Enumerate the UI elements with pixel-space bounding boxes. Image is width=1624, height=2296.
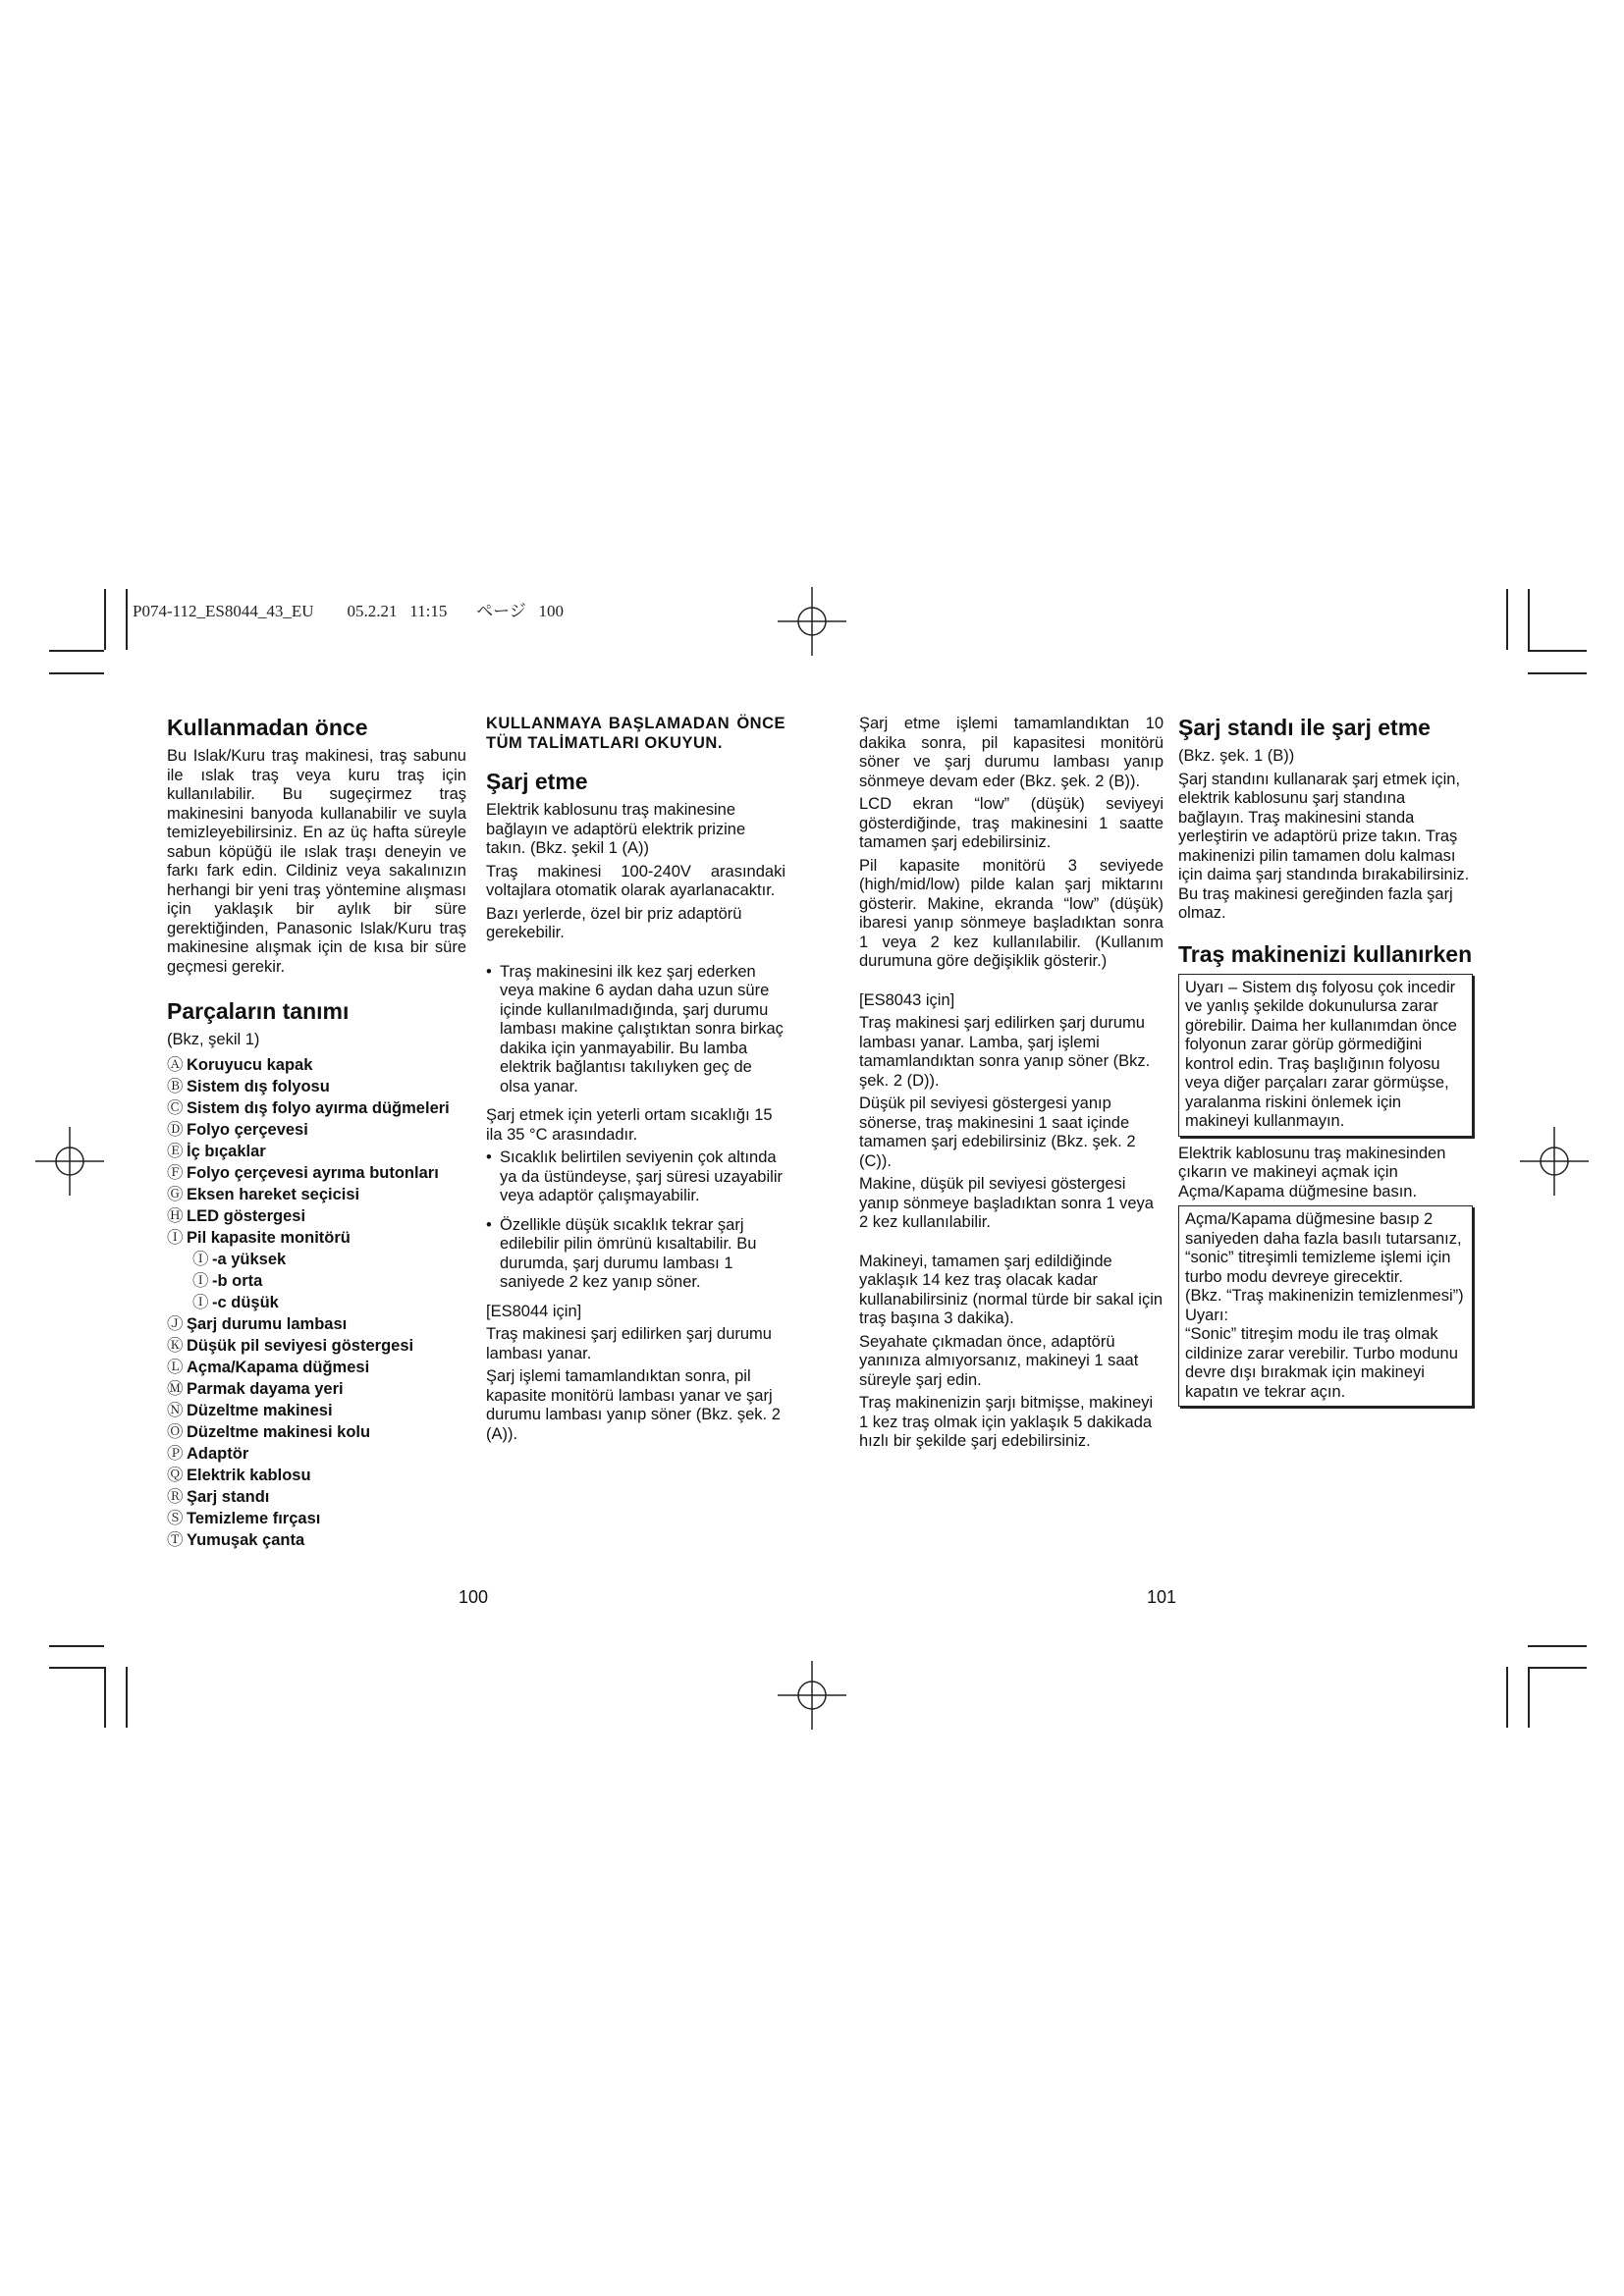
warning-box (1178, 974, 1473, 1137)
paragraph: (Bkz. “Traş makinenizin temizlenmesi”) (1185, 1287, 1464, 1305)
paragraph: Makine, düşük pil seviyesi göstergesi yanıp sönmeye başladıktan sonra 1 veya 2 kez kullanılabilir. (859, 1175, 1154, 1231)
paragraph: Makineyi, tamamen şarj edildiğinde yaklaşık 14 kez traş olacak kadar kullanabilirsiniz (normal türde bir sakal için traş başına 3 dakika). (859, 1252, 1164, 1327)
crop-mark (49, 1645, 104, 1647)
paragraph: Elektrik kablosunu traş makinesine bağlayın ve adaptörü elektrik prizine takın. (Bkz. şekil 1 (A)) (486, 801, 746, 857)
page-number: 100 (459, 1587, 489, 1607)
column-3 (859, 715, 1164, 1456)
list-item: • Sıcaklık belirtilen seviyenin çok altında ya da üstündeyse, şarj süresi uzayabilir veya adaptör çalışmayabilir. (486, 1148, 785, 1206)
list-item: Ⓠ Elektrik kablosu (167, 1466, 311, 1484)
crop-mark (1528, 1667, 1587, 1669)
list-item: Ⓙ Şarj durumu lambası (167, 1314, 348, 1333)
list-item: Ⓟ Adaptör (167, 1444, 249, 1463)
list-item: Ⓣ Yumuşak çanta (167, 1530, 305, 1549)
section-heading: Şarj etme (486, 769, 588, 794)
crop-mark (49, 650, 104, 652)
paragraph: Şarj işlemi tamamlandıktan sonra, pil kapasite monitörü lambası yanar ve şarj durumu lambası yanıp söner (Bkz. şek. 2 (A)). (486, 1367, 781, 1443)
list-item: Ⓢ Temizleme fırçası (167, 1509, 321, 1527)
registration-mark-icon (1520, 1127, 1589, 1196)
list-item: Ⓞ Düzeltme makinesi kolu (167, 1422, 371, 1441)
crop-mark (49, 672, 104, 674)
paragraph: Bu Islak/Kuru traş makinesi, traş sabunu ile ıslak traş veya kuru traş için kullanılabilir. Bu sugeçirmez traş makinesini banyoda kullanabilir ve suyla temizleyebilirsiniz. En az üç hafta süreyle sabun köpüğü ile ıslak traşı deneyin ve farkı fark edin. Cildiniz veya sakalınızın herhangi bir yeni traş yöntemine alışması için yaklaşık bir aylık bir süre gerektiğinden, Panasonic Islak/Kuru traş makinesine alışmak için de kısa bir süre geçmesi gerekir. (167, 747, 466, 976)
paragraph: “Sonic” titreşim modu ile traş olmak cildinize zarar verebilir. Turbo modunu devre dışı bırakmak için makineyi kapatın ve tekrar açın. (1185, 1325, 1458, 1401)
paragraph: Düşük pil seviyesi göstergesi yanıp sönerse, traş makinesini 1 saat içinde tamamen şarj edebilirsiniz (Bkz. şek. 2 (C)). (859, 1095, 1136, 1170)
crop-mark (1528, 672, 1587, 674)
crop-mark (1528, 589, 1530, 650)
section-heading: Traş makinenizi kullanırken (1178, 940, 1473, 967)
page-number: 101 (1147, 1587, 1177, 1607)
list-item: Ⓚ Düşük pil seviyesi göstergesi (167, 1336, 414, 1355)
crop-mark (1506, 589, 1508, 650)
paragraph: Traş makinesi şarj edilirken şarj durumu lambası yanar. (486, 1325, 772, 1362)
print-slug-header: P074-112_ES8044_43_EU 05.2.21 11:15 ページ 100 (133, 602, 564, 620)
list-item: Ⓖ Eksen hareket seçicisi (167, 1185, 360, 1203)
list-item: Ⓡ Şarj standı (167, 1487, 270, 1506)
list-item: Ⓘ -a yüksek (192, 1250, 287, 1268)
crop-mark (126, 1667, 128, 1728)
figure-reference: (Bkz. şek. 1 (B)) (1178, 747, 1295, 765)
warning-label: Uyarı: (1185, 1306, 1229, 1324)
crop-mark (1528, 1667, 1530, 1728)
registration-mark-icon (778, 1661, 846, 1730)
model-label: [ES8043 için] (859, 990, 955, 1009)
list-item: Ⓜ Parmak dayama yeri (167, 1379, 344, 1398)
list-item: Ⓔ İç bıçaklar (167, 1142, 266, 1160)
model-label: [ES8044 için] (486, 1302, 582, 1320)
registration-mark-icon (778, 587, 846, 656)
list-item: Ⓕ Folyo çerçevesi ayrıma butonları (167, 1163, 439, 1182)
list-item: Ⓘ Pil kapasite monitörü (167, 1228, 351, 1247)
parts-list (167, 1054, 466, 1551)
paragraph: Traş makinesi şarj edilirken şarj durumu lambası yanar. Lamba, şarj işlemi tamamlandıktan sonra yanıp söner (Bkz. şek. 2 (D)). (859, 1014, 1151, 1090)
crop-mark (1528, 650, 1587, 652)
bullet-list (486, 1148, 785, 1293)
list-item: Ⓐ Koruyucu kapak (167, 1055, 313, 1074)
section-heading: Parçaların tanımı (167, 998, 350, 1024)
paragraph: Elektrik kablosunu traş makinesinden çıkarın ve makineyi açmak için Açma/Kapama düğmesine basın. (1178, 1144, 1446, 1201)
list-item: • Traş makinesini ilk kez şarj ederken veya makine 6 aydan daha uzun süre içinde kullanılmadığında, şarj durumu lambası makine çalıştıktan sonra birkaç dakika için yanmayabilir. Bu lamba elektrik bağlantısı takılıyken geç de olsa yanar. (486, 963, 785, 1097)
paragraph: Pil kapasite monitörü 3 seviyede (high/mid/low) pilde kalan şarj miktarını gösterir. Makine, ekranda “low” (düşük) ibaresi yanıp sönmeye başladıktan sonra 1 veya 2 kez kullanılabilir. (Kullanım durumuna göre değişiklik gösterir.) (859, 856, 1164, 970)
list-item: Ⓓ Folyo çerçevesi (167, 1120, 308, 1139)
list-item: Ⓘ -b orta (192, 1271, 263, 1290)
column-2 (486, 715, 785, 1448)
crop-mark (104, 589, 106, 650)
info-box (1178, 1205, 1473, 1407)
crop-mark (104, 1667, 106, 1728)
figure-reference: (Bkz, şekil 1) (167, 1031, 260, 1048)
list-item: Ⓑ Sistem dış folyosu (167, 1077, 330, 1095)
paragraph: Seyahate çıkmadan önce, adaptörü yanınıza almıyorsanız, makineyi 1 saat süreyle şarj edin. (859, 1332, 1139, 1389)
paragraph: Traş makinesi 100-240V arasındaki voltajlara otomatik olarak ayarlanacaktır. (486, 862, 785, 899)
list-item: Ⓗ LED göstergesi (167, 1206, 306, 1225)
paragraph: Traş makinenizin şarjı bitmişse, makineyi 1 kez traş olmak için yaklaşık 5 dakikada hızlı bir şekilde şarj edebilirsiniz. (859, 1394, 1154, 1450)
paragraph: Şarj standını kullanarak şarj etmek için, elektrik kablosunu şarj standına bağlayın. Traş makinesini standa yerleştirin ve adaptörü prize takın. Traş makinenizi pilin tamamen dolu kalması için daima şarj standında bırakabilirsiniz. Bu traş makinesi gereğinden fazla şarj olmaz. (1178, 770, 1470, 922)
section-heading: Kullanmadan önce (167, 715, 368, 740)
registration-mark-icon (35, 1127, 104, 1196)
list-item: Ⓝ Düzeltme makinesi (167, 1401, 333, 1419)
crop-mark (1506, 1667, 1508, 1728)
column-4 (1178, 715, 1473, 1415)
paragraph: Şarj etmek için yeterli ortam sıcaklığı 15 ila 35 °C arasındadır. (486, 1106, 773, 1144)
paragraph: Bazı yerlerde, özel bir priz adaptörü gerekebilir. (486, 904, 742, 941)
list-item: • Özellikle düşük sıcaklık tekrar şarj edilebilir pilin ömrünü kısaltabilir. Bu durumda, şarj durumu lambası 1 saniyede 2 kez yanıp söner. (486, 1216, 785, 1293)
crop-mark (1528, 1645, 1587, 1647)
paragraph: LCD ekran “low” (düşük) seviyeyi gösterdiğinde, traş makinesini 1 saatte tamamen şarj edebilirsiniz. (859, 795, 1164, 851)
list-item: Ⓘ -c düşük (192, 1293, 279, 1311)
crop-mark (49, 1667, 104, 1669)
crop-mark (126, 589, 128, 650)
section-heading: Şarj standı ile şarj etme (1178, 715, 1431, 740)
caution-heading: KULLANMAYA BAŞLAMADAN ÖNCE TÜM TALİMATLARI OKUYUN. (486, 715, 785, 752)
warning-text: Uyarı – Sistem dış folyosu çok incedir ve yanlış şekilde dokunulursa zarar görebilir. Daima her kullanımdan önce folyonun zarar görüp görmediğini kontrol edin. Traş başlığının folyosu veya diğer parçaları zarar görmüşse, yaralanma riskini önlemek için makineyi kullanmayın. (1185, 978, 1457, 1130)
list-item: Ⓛ Açma/Kapama düğmesi (167, 1358, 370, 1376)
list-item: Ⓒ Sistem dış folyo ayırma düğmeleri (167, 1098, 450, 1117)
bullet-list (486, 963, 785, 1097)
paragraph: Açma/Kapama düğmesine basıp 2 saniyeden daha fazla basılı tutarsanız, “sonic” titreşimli temizleme işlemi için turbo modu devreye girecektir. (1185, 1210, 1462, 1286)
column-1 (167, 715, 466, 1551)
paragraph: Şarj etme işlemi tamamlandıktan 10 dakika sonra, pil kapasitesi monitörü söner ve şarj durumu lambası yanıp sönmeye devam eder (Bkz. şek. 2 (B)). (859, 715, 1164, 790)
